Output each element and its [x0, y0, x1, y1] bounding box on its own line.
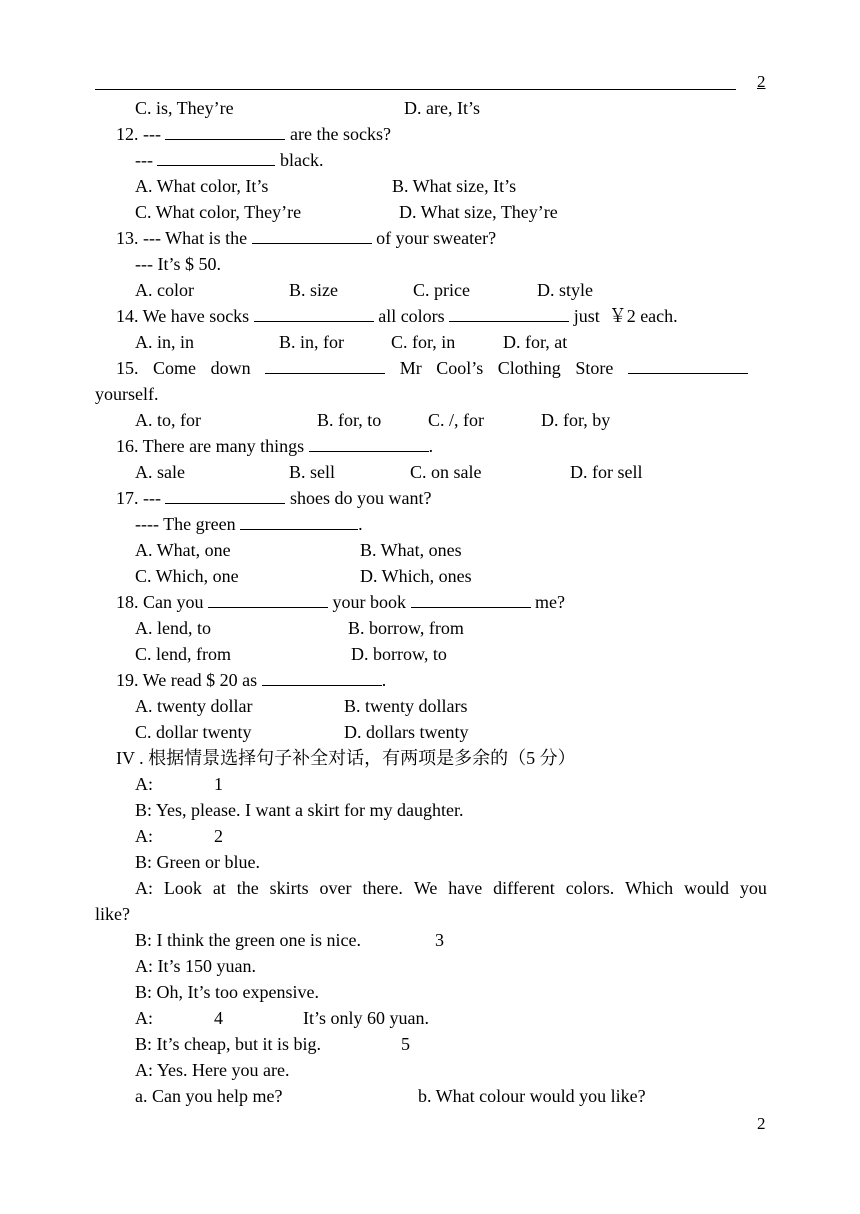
header-page-number: 2: [757, 72, 766, 91]
q14-stem-end: just ￥2 each.: [573, 306, 678, 326]
q18-stem-start: 18. Can you: [116, 592, 204, 612]
choice-b: b. What colour would you like?: [418, 1086, 646, 1106]
q14-blank-2: [449, 305, 569, 322]
q17-option-b: B. What, ones: [360, 540, 462, 560]
q14-option-b: B. in, for: [279, 332, 344, 352]
q17-stem: [116, 487, 431, 509]
dialogue-line-justified: [135, 877, 767, 899]
q15-word: Cool’s: [436, 358, 484, 378]
q17-stem-end: shoes do you want?: [289, 488, 432, 508]
dialogue-word: Which: [625, 878, 674, 898]
q17-reply-start: ---- The green: [135, 514, 236, 534]
q13-option-a: A. color: [135, 280, 194, 300]
q19-option-d: D. dollars twenty: [344, 722, 469, 742]
q13-stem: [116, 227, 496, 249]
q18-stem-mid: your book: [332, 592, 406, 612]
dialogue-word: skirts: [269, 878, 309, 898]
q17-option-a: A. What, one: [135, 540, 231, 560]
q15-blank-2: [628, 357, 748, 374]
q19-option-c: C. dollar twenty: [135, 722, 252, 742]
dialogue-speaker: A:: [135, 774, 153, 794]
dialogue-word: over: [319, 878, 352, 898]
dialogue-word: would: [684, 878, 730, 898]
q11-option-c: C. is, They’re: [135, 98, 234, 118]
q14-option-a: A. in, in: [135, 332, 195, 352]
dialogue-word: colors.: [565, 878, 615, 898]
q16-option-c: C. on sale: [410, 462, 482, 482]
q17-option-c: C. Which, one: [135, 566, 239, 586]
q19-stem: [116, 669, 386, 691]
q13-blank: [252, 227, 372, 244]
header-rule: [95, 89, 736, 90]
q12-stem: [116, 123, 391, 145]
dialogue-line: B: It’s cheap, but it is big.: [135, 1034, 321, 1054]
q15-stem-continued: yourself.: [95, 384, 159, 404]
q19-option-b: B. twenty dollars: [344, 696, 468, 716]
dialogue-line: B: I think the green one is nice.: [135, 930, 361, 950]
q18-option-b: B. borrow, from: [348, 618, 464, 638]
q17-stem-start: 17. ---: [116, 488, 161, 508]
dialogue-line: B: Green or blue.: [135, 852, 260, 872]
q15-word: Come: [153, 358, 197, 378]
q15-word: Mr: [399, 358, 422, 378]
dialogue-word: you: [739, 878, 767, 898]
choice-a: a. Can you help me?: [135, 1086, 283, 1106]
q19-stem-start: 19. We read $ 20 as: [116, 670, 258, 690]
q14-option-d: D. for, at: [503, 332, 568, 352]
dialogue-blank-number: 1: [214, 774, 223, 794]
q16-option-d: D. for sell: [570, 462, 643, 482]
q18-blank-1: [208, 591, 328, 608]
q14-option-c: C. for, in: [391, 332, 456, 352]
q14-stem-mid: all colors: [378, 306, 445, 326]
dialogue-word: the: [236, 878, 259, 898]
q15-stem: [116, 357, 748, 379]
dialogue-blank-number: 3: [435, 930, 444, 950]
dialogue-line-continued: like?: [95, 904, 130, 924]
dialogue-speaker: A:: [135, 826, 153, 846]
q13-option-c: C. price: [413, 280, 470, 300]
q15-word: down: [210, 358, 251, 378]
q14-blank-1: [254, 305, 374, 322]
dialogue-word: different: [493, 878, 555, 898]
q12-option-d: D. What size, They’re: [399, 202, 558, 222]
q15-blank-1: [265, 357, 385, 374]
q12-blank-2: [157, 149, 275, 166]
q15-option-b: B. for, to: [317, 410, 382, 430]
dialogue-word: A:: [135, 878, 153, 898]
q12-stem-end: are the socks?: [289, 124, 391, 144]
dialogue-blank-number: 5: [401, 1034, 410, 1054]
q17-blank-2: [240, 513, 358, 530]
q18-option-a: A. lend, to: [135, 618, 211, 638]
dialogue-line: It’s only 60 yuan.: [303, 1008, 429, 1028]
q15-option-c: C. /, for: [428, 410, 484, 430]
dialogue-speaker: A:: [135, 1008, 153, 1028]
q17-blank-1: [165, 487, 285, 504]
q19-option-a: A. twenty dollar: [135, 696, 253, 716]
q15-word: 15.: [116, 358, 139, 378]
dialogue-word: at: [212, 878, 226, 898]
q16-option-b: B. sell: [289, 462, 336, 482]
q12-option-a: A. What color, It’s: [135, 176, 269, 196]
q15-word: Clothing: [497, 358, 561, 378]
q12-stem-start: 12. ---: [116, 124, 161, 144]
q14-stem-start: 14. We have socks: [116, 306, 250, 326]
dialogue-word: there.: [362, 878, 403, 898]
q15-option-a: A. to, for: [135, 410, 201, 430]
dialogue-word: We: [413, 878, 438, 898]
dialogue-line: B: Yes, please. I want a skirt for my daughter.: [135, 800, 464, 820]
q18-stem-end: me?: [535, 592, 565, 612]
q17-option-d: D. Which, ones: [360, 566, 472, 586]
dialogue-blank-number: 2: [214, 826, 223, 846]
q16-blank: [309, 435, 429, 452]
q13-option-d: D. style: [537, 280, 593, 300]
q15-word: Store: [575, 358, 614, 378]
q18-stem: [116, 591, 565, 613]
dialogue-word: Look: [163, 878, 202, 898]
dialogue-blank-number: 4: [214, 1008, 223, 1028]
section-4-heading: IV . 根据情景选择句子补全对话，有两项是多余的（5 分）: [116, 748, 576, 768]
q12-reply: [135, 149, 323, 171]
dialogue-line: B: Oh, It’s too expensive.: [135, 982, 319, 1002]
q13-stem-end: of your sweater?: [376, 228, 497, 248]
q15-option-d: D. for, by: [541, 410, 611, 430]
dialogue-line: A: Yes. Here you are.: [135, 1060, 290, 1080]
q12-option-c: C. What color, They’re: [135, 202, 302, 222]
q16-stem-start: 16. There are many things: [116, 436, 305, 456]
q17-reply-end: .: [358, 514, 363, 534]
q18-option-d: D. borrow, to: [351, 644, 447, 664]
q18-blank-2: [411, 591, 531, 608]
q18-option-c: C. lend, from: [135, 644, 231, 664]
dialogue-line: A: It’s 150 yuan.: [135, 956, 256, 976]
q12-reply-end: black.: [279, 150, 324, 170]
q13-stem-start: 13. --- What is the: [116, 228, 248, 248]
q14-stem: [116, 305, 678, 327]
dialogue-word: have: [448, 878, 483, 898]
q17-reply: [135, 513, 363, 535]
q12-reply-start: ---: [135, 150, 153, 170]
q16-option-a: A. sale: [135, 462, 185, 482]
q13-option-b: B. size: [289, 280, 338, 300]
q12-blank-1: [165, 123, 285, 140]
footer-page-number: 2: [757, 1114, 766, 1133]
q19-stem-end: .: [381, 670, 387, 690]
q16-stem-end: .: [428, 436, 434, 456]
q19-blank: [262, 669, 382, 686]
q16-stem: [116, 435, 433, 457]
q11-option-d: D. are, It’s: [404, 98, 480, 118]
q12-option-b: B. What size, It’s: [392, 176, 517, 196]
q13-reply: --- It’s $ 50.: [135, 254, 221, 274]
